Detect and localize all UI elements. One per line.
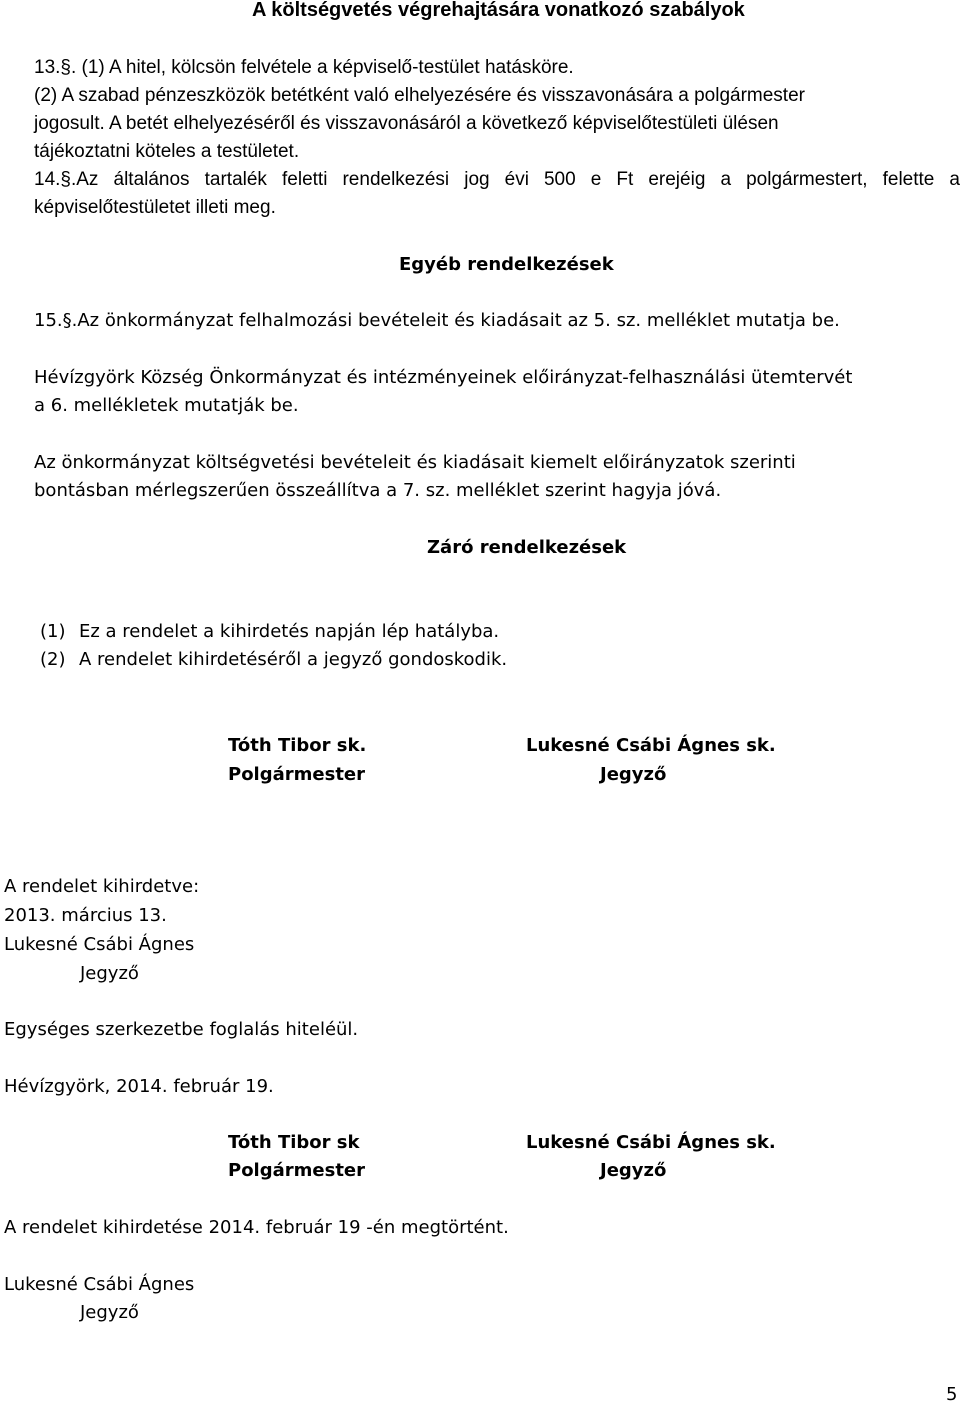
signature-2-right-title: Jegyző	[600, 1160, 667, 1181]
page-number: 5	[946, 1384, 958, 1405]
final-item-1-number: (1)	[40, 621, 66, 642]
promulgation-2-text: A rendelet kihirdetése 2014. február 19 -én megtörtént.	[4, 1217, 509, 1238]
promulgation-name: Lukesné Csábi Ágnes	[4, 934, 195, 955]
promulgation-2-name: Lukesné Csábi Ágnes	[4, 1274, 195, 1295]
paragraph-14-line-1: 14.§.Az általános tartalék feletti rendelkezési jog évi 500 e Ft erejéig a polgármestert, felette a	[34, 169, 960, 190]
consolidation-place-date: Hévízgyörk, 2014. február 19.	[4, 1076, 274, 1097]
signature-1-right-name: Lukesné Csábi Ágnes sk.	[526, 735, 776, 756]
paragraph-15: 15.§.Az önkormányzat felhalmozási bevételeit és kiadásait az 5. sz. melléklet mutatja be.	[34, 310, 840, 331]
section-heading-other: Egyéb rendelkezések	[399, 254, 614, 275]
promulgation-2-title: Jegyző	[80, 1302, 139, 1323]
section-heading-final: Záró rendelkezések	[427, 537, 627, 558]
signature-2-left-name: Tóth Tibor sk	[228, 1132, 360, 1153]
section-heading-budget: A költségvetés végrehajtására vonatkozó szabályok	[252, 0, 745, 21]
final-item-2-text: A rendelet kihirdetéséről a jegyző gondoskodik.	[79, 649, 508, 670]
paragraph-14-line-2: képviselőtestületet illeti meg.	[34, 197, 276, 218]
paragraph-schedule-line-2: a 6. mellékletek mutatják be.	[34, 395, 299, 416]
paragraph-13-line-1: 13.§. (1) A hitel, kölcsön felvétele a képviselő-testület hatásköre.	[34, 57, 574, 78]
consolidation-text: Egységes szerkezetbe foglalás hiteléül.	[4, 1019, 359, 1040]
final-item-1-text: Ez a rendelet a kihirdetés napján lép hatályba.	[79, 621, 500, 642]
signature-1-left-name: Tóth Tibor sk.	[228, 735, 367, 756]
promulgation-title: Jegyző	[80, 963, 139, 984]
paragraph-13-line-2: (2) A szabad pénzeszközök betétként való elhelyezésére és visszavonására a polgármester	[34, 85, 805, 106]
signature-1-right-title: Jegyző	[600, 764, 667, 785]
signature-1-left-title: Polgármester	[228, 764, 366, 785]
paragraph-13-line-4: tájékoztatni köteles a testületet.	[34, 141, 300, 162]
promulgation-date: 2013. március 13.	[4, 905, 167, 926]
paragraph-schedule-line-1: Hévízgyörk Község Önkormányzat és intézményeinek előirányzat-felhasználási ütemtervét	[34, 367, 853, 388]
final-item-2-number: (2)	[40, 649, 66, 670]
signature-2-left-title: Polgármester	[228, 1160, 366, 1181]
paragraph-balance-line-2: bontásban mérlegszerűen összeállítva a 7. sz. melléklet szerint hagyja jóvá.	[34, 480, 722, 501]
promulgation-label: A rendelet kihirdetve:	[4, 876, 200, 897]
paragraph-13-line-3: jogosult. A betét elhelyezéséről és visszavonásáról a következő képviselőtestületi ülésen	[34, 113, 779, 134]
signature-2-right-name: Lukesné Csábi Ágnes sk.	[526, 1132, 776, 1153]
paragraph-balance-line-1: Az önkormányzat költségvetési bevételeit és kiadásait kiemelt előirányzatok szerinti	[34, 452, 796, 473]
